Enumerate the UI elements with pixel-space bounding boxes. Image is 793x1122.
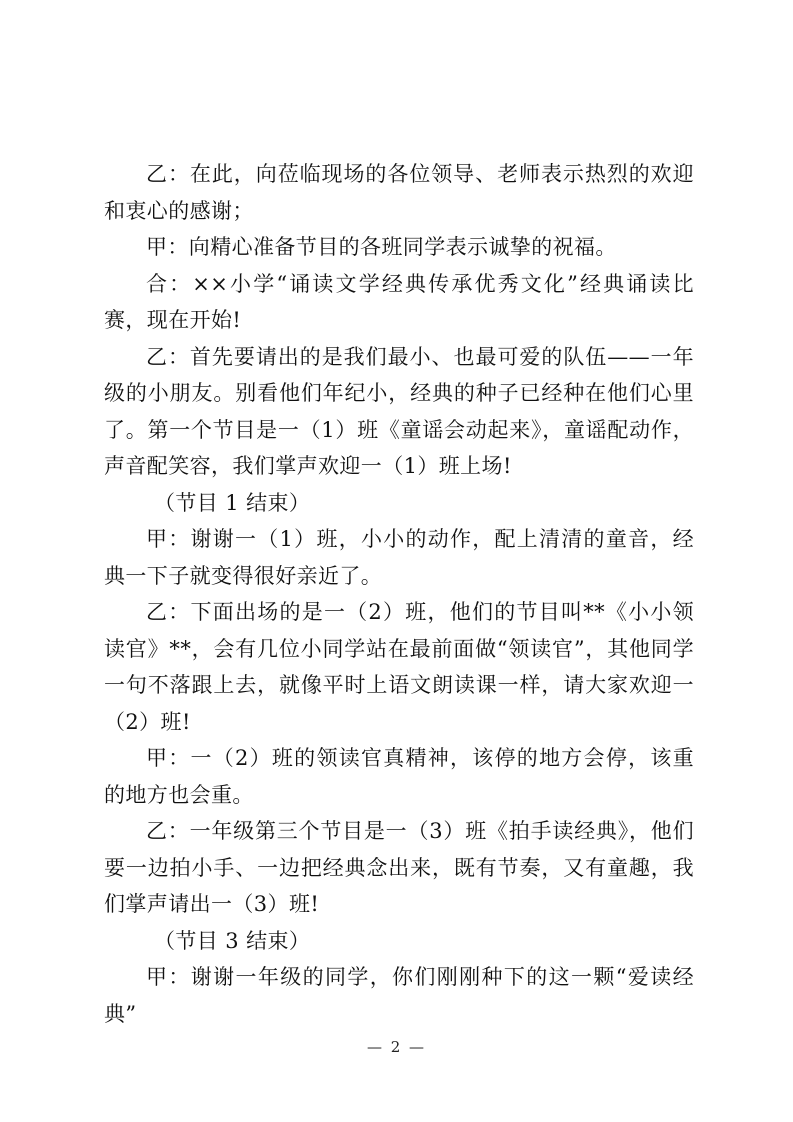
paragraph-thanks-grade-1: 甲：谢谢一年级的同学，你们刚刚种下的这一颗“爱读经典” [104, 965, 694, 1026]
document-body [104, 156, 694, 1032]
stage-note-program-3-end: （节目 3 结束） [154, 928, 311, 953]
paragraph-welcome-leaders: 乙：在此，向莅临现场的各位领导、老师表示热烈的欢迎和衷心的感谢； [104, 162, 694, 223]
paragraph-contest-start: 合：××小学“诵读文学经典传承优秀文化”经典诵读比赛，现在开始! [104, 271, 694, 332]
paragraph-thanks-class-1-1: 甲：谢谢一（1）班，小小的动作，配上清清的童音，经典一下子就变得很好亲近了。 [104, 527, 694, 588]
paragraph-bless-classes: 甲：向精心准备节目的各班同学表示诚挚的祝福。 [146, 235, 617, 259]
stage-note-program-1-end: （节目 1 结束） [154, 490, 311, 515]
paragraph-class-1-2-intro: 乙：下面出场的是一（2）班，他们的节目叫**《小小领读官》**，会有几位小同学站在最前面做“领读官”，其他同学一句不落跟上去，就像平时上语文朗读课一样，请大家欢迎一（2）班! [104, 600, 694, 734]
paragraph-class-1-2-comment: 甲：一（2）班的领读官真精神，该停的地方会停，该重的地方也会重。 [104, 746, 694, 807]
paragraph-class-1-1-intro: 乙：首先要请出的是我们最小、也最可爱的队伍——一年级的小朋友。别看他们年纪小，经典的种子已经种在他们心里了。第一个节目是一（1）班《童谣会动起来》，童谣配动作，声音配笑容，我们掌声欢迎一（1）班上场! [104, 344, 694, 478]
page-number: — 2 — [366, 1038, 427, 1056]
paragraph-class-1-3-intro: 乙：一年级第三个节目是一（3）班《拍手读经典》，他们要一边拍小手、一边把经典念出来，既有节奏，又有童趣，我们掌声请出一（3）班! [104, 819, 694, 916]
